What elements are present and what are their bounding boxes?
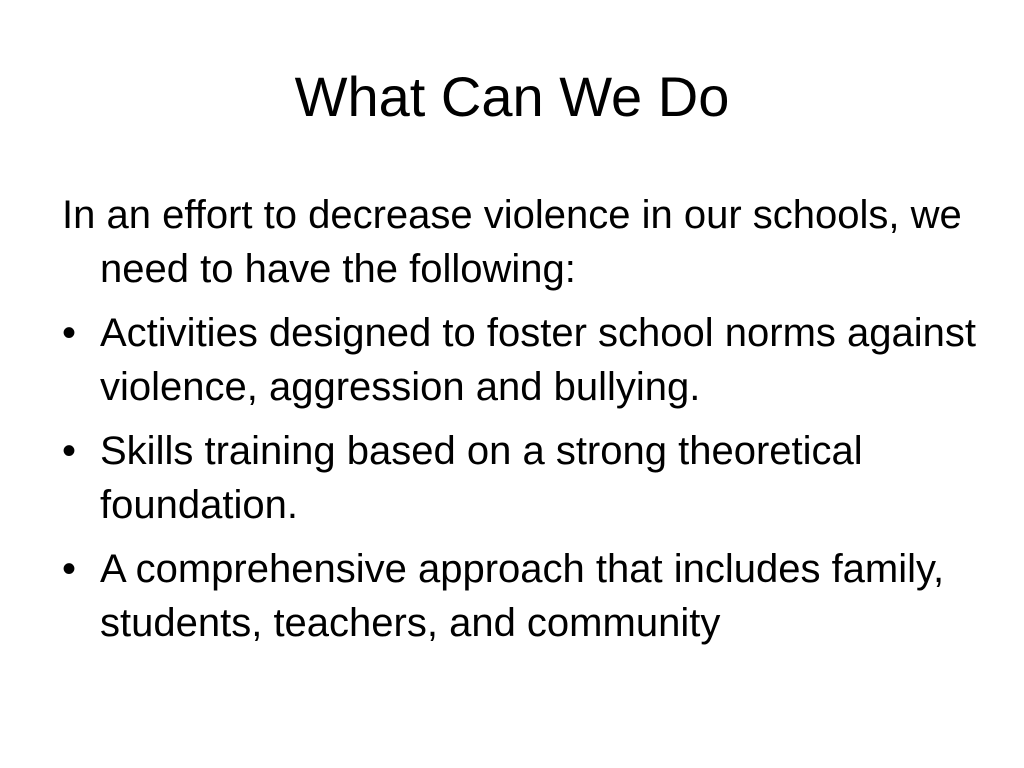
bullet-item-skills xyxy=(62,424,982,532)
bullet-list xyxy=(62,306,982,650)
bullet-icon: • xyxy=(62,311,77,355)
bullet-text: Skills training based on a strong theoretical foundation. xyxy=(100,429,863,527)
bullet-text: A comprehensive approach that includes family, students, teachers, and community xyxy=(100,547,945,645)
bullet-icon: • xyxy=(62,429,77,473)
bullet-item-approach xyxy=(62,542,982,650)
bullet-text: Activities designed to foster school norms against violence, aggression and bullying. xyxy=(100,311,976,409)
slide-body xyxy=(62,188,982,660)
intro-paragraph: In an effort to decrease violence in our schools, we need to have the following: xyxy=(62,193,962,291)
bullet-icon: • xyxy=(62,547,77,591)
bullet-item-activities xyxy=(62,306,982,414)
slide-title: What Can We Do xyxy=(294,65,730,128)
